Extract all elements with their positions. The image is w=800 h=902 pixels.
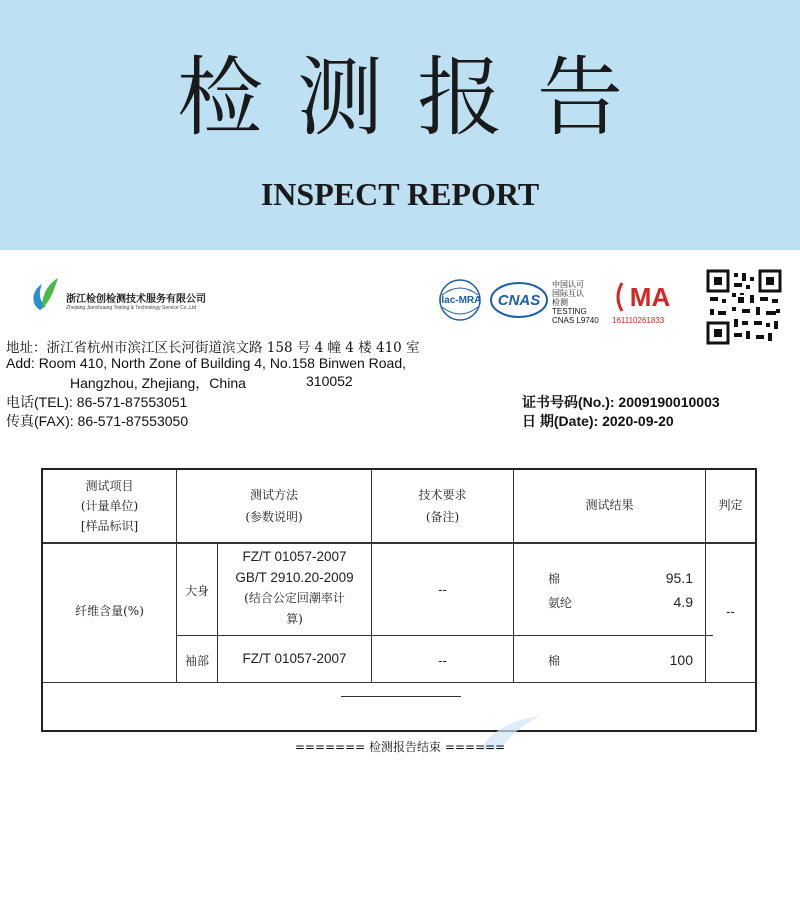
header-judgment: 判定 [718,498,743,512]
header-requirement: 技术要求 (备注) [418,488,467,524]
table-footer-line [341,696,461,697]
header-method: 测试方法 (参数说明) [245,488,303,524]
item-name: 纤维含量(%) [75,604,144,618]
address-en-line2: Hangzhou, Zhejiang，China [70,375,246,391]
report-date: 日 期(Date): 2020-09-20 [522,413,674,429]
ilac-mra-logo [434,277,486,323]
report-end-text: ======= 检测报告结束 ====== [294,740,506,754]
address-en-line1: Add: Room 410, North Zone of Building 4, No.158 Binwen Road, [6,355,407,371]
company-name-en: Zhejiang Jianchuang Testing & Technology Service Co.,Ltd [66,305,197,311]
telephone: 电话(TEL): 86-571-87553051 [6,394,188,410]
cma-number: 161110261833 [612,316,665,325]
row-requirement: -- [438,582,447,597]
cnas-text-block: 中国认可 国际互认 检测 TESTING CNAS L9740 [552,280,599,325]
result-fiber: 棉 [548,654,561,668]
cnas-label: CNAS [497,292,541,309]
ma-label: MA [629,282,671,312]
ilac-label: ilac-MRA [438,295,482,306]
result-fiber: 氨纶 [548,596,573,610]
row-part: 袖部 [184,654,209,668]
report-title-en: INSPECT REPORT [260,176,540,212]
leaf-logo-icon [28,276,62,312]
judgment-value: -- [726,604,735,619]
result-value: 95.1 [665,570,693,586]
cma-logo [612,279,686,315]
row-methods: FZ/T 01057-2007 [242,651,347,666]
header-item: 测试项目 (计量单位) [样品标识] [80,479,139,533]
result-fiber: 棉 [548,572,561,586]
test-results-table [41,468,757,732]
company-name-cn: 浙江检创检测技术服务有限公司 [66,294,206,305]
report-title-cn: 检测报告 [177,48,657,148]
result-value: 4.9 [673,594,693,610]
certificate-number: 证书号码(No.): 2009190010003 [522,394,720,410]
address-cn: 地址：浙江省杭州市滨江区长河街道滨文路 158 号 4 幢 4 楼 410 室 [6,340,420,356]
row-requirement: -- [438,653,447,668]
postcode: 310052 [306,373,353,389]
row-part: 大身 [184,584,209,598]
result-value: 100 [669,652,693,668]
qr-code-icon [706,269,782,345]
header-result: 测试结果 [585,498,634,512]
fax: 传真(FAX): 86-571-87553050 [6,413,189,429]
cnas-logo [489,280,549,320]
row-methods: FZ/T 01057-2007 GB/T 2910.20-2009 (结合公定回潮率计 算) [235,549,354,626]
